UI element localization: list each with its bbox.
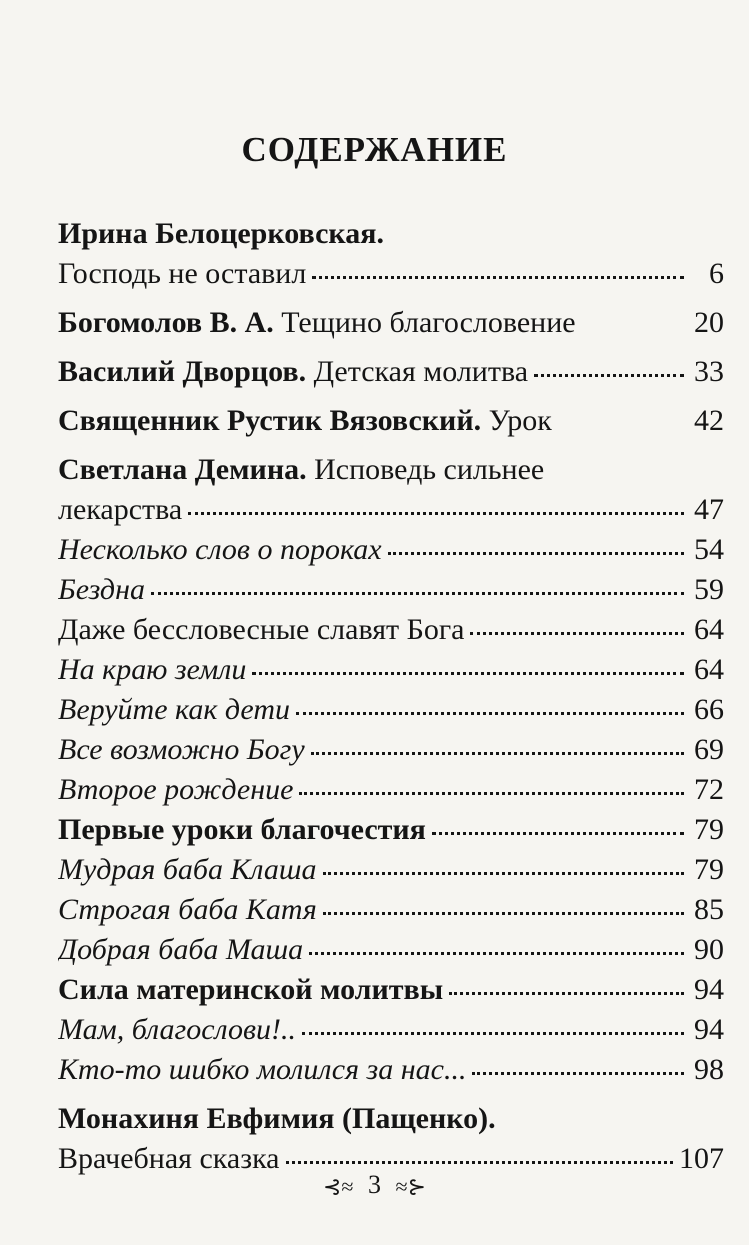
ornament-left-icon: ⊰≈: [322, 1174, 354, 1200]
dot-leader: [311, 750, 684, 755]
entry-page: 64: [694, 613, 724, 646]
entry-page: 69: [694, 733, 724, 766]
entry-title: Все возможно Богу: [58, 733, 305, 766]
entry-title: Кто-то шибко молился за нас...: [58, 1053, 467, 1086]
entry-title: Добрая баба Маша: [58, 933, 304, 966]
dot-leader: [449, 990, 684, 995]
dot-leader: [534, 372, 684, 377]
toc-entry: [58, 930, 724, 970]
dot-leader: [323, 870, 684, 875]
entry-title: Второе рождение: [58, 773, 294, 806]
dot-leader: [309, 950, 684, 955]
entry-page: 6: [709, 257, 724, 290]
toc-entry: [58, 810, 724, 850]
entry-page: 107: [679, 1142, 724, 1175]
toc-entry: [58, 730, 724, 770]
toc-entry: [58, 401, 724, 441]
entry-title: Тещино благословение: [281, 306, 576, 339]
entry-page: 79: [694, 853, 724, 886]
dot-leader: [432, 830, 684, 835]
entry-page: 90: [694, 933, 724, 966]
table-of-contents: [58, 214, 724, 1179]
entry-title: Первые уроки благочестия: [58, 813, 426, 846]
entry-page: 54: [694, 533, 724, 566]
dot-leader: [296, 710, 684, 715]
entry-page: 66: [694, 693, 724, 726]
toc-entry: [58, 1050, 724, 1090]
entry-title: Веруйте как дети: [58, 693, 290, 726]
entry-title: Бездна: [58, 573, 145, 606]
toc-entry: [58, 970, 724, 1010]
toc-entry: [58, 770, 724, 810]
entry-title: Мудрая баба Клаша: [58, 853, 317, 886]
page-number: 3: [368, 1170, 381, 1199]
toc-entry: [58, 690, 724, 730]
toc-entry: [58, 450, 724, 530]
entry-title: Врачебная сказка: [58, 1142, 280, 1175]
toc-entry: [58, 650, 724, 690]
entry-page: 85: [694, 893, 724, 926]
page-title: СОДЕРЖАНИЕ: [241, 130, 508, 169]
entry-page: 72: [694, 773, 724, 806]
dot-leader: [470, 630, 684, 635]
entry-title: Урок: [488, 404, 552, 437]
ornament-right-icon: ≈⊱: [395, 1174, 427, 1200]
toc-entry: [58, 570, 724, 610]
entry-author: Богомолов В. А.: [58, 306, 274, 339]
entry-page: 94: [694, 973, 724, 1006]
entry-title: Строгая баба Катя: [58, 893, 317, 926]
entry-author: Светлана Демина.: [58, 453, 307, 486]
dot-leader: [302, 1030, 684, 1035]
dot-leader: [188, 510, 684, 515]
page-footer: [0, 1170, 749, 1200]
entry-page: 94: [694, 1013, 724, 1046]
entry-title: Детская молитва: [313, 355, 529, 388]
entry-author: Ирина Белоцерковская.: [58, 217, 384, 250]
entry-page: 98: [694, 1053, 724, 1086]
dot-leader: [312, 274, 684, 279]
dot-leader: [472, 1070, 684, 1075]
toc-entry: [58, 1010, 724, 1050]
toc-entry: [58, 610, 724, 650]
entry-title: На краю земли: [58, 653, 247, 686]
entry-page: 42: [694, 404, 724, 437]
toc-entry: [58, 850, 724, 890]
entry-title: Господь не оставил: [58, 257, 307, 290]
entry-page: 33: [694, 355, 724, 388]
entry-page: 47: [694, 493, 724, 526]
dot-leader: [286, 1159, 674, 1164]
entry-page: 20: [694, 306, 724, 339]
entry-author: Василий Дворцов.: [58, 355, 307, 388]
dot-leader: [252, 670, 684, 675]
toc-entry: [58, 530, 724, 570]
entry-page: 59: [694, 573, 724, 606]
entry-title: Сила материнской молитвы: [58, 973, 444, 1006]
dot-leader: [151, 590, 684, 595]
toc-entry: [58, 303, 724, 343]
entry-author: Священник Рустик Вязовский.: [58, 404, 482, 437]
entry-author: Монахиня Евфимия (Пащенко).: [58, 1102, 496, 1135]
entry-title: Исповедь сильнее: [314, 453, 545, 486]
entry-title: Мам, благослови!..: [58, 1013, 296, 1046]
entry-title-continued: лекарства: [58, 493, 183, 526]
toc-entry: [58, 1099, 724, 1179]
entry-title: Несколько слов о пороках: [58, 533, 382, 566]
dot-leader: [299, 790, 684, 795]
entry-title: Даже бессловесные славят Бога: [58, 613, 465, 646]
toc-entry: [58, 214, 724, 294]
toc-entry: [58, 352, 724, 392]
entry-page: 79: [694, 813, 724, 846]
toc-entry: [58, 890, 724, 930]
entry-page: 64: [694, 653, 724, 686]
dot-leader: [323, 910, 684, 915]
dot-leader: [388, 550, 684, 555]
